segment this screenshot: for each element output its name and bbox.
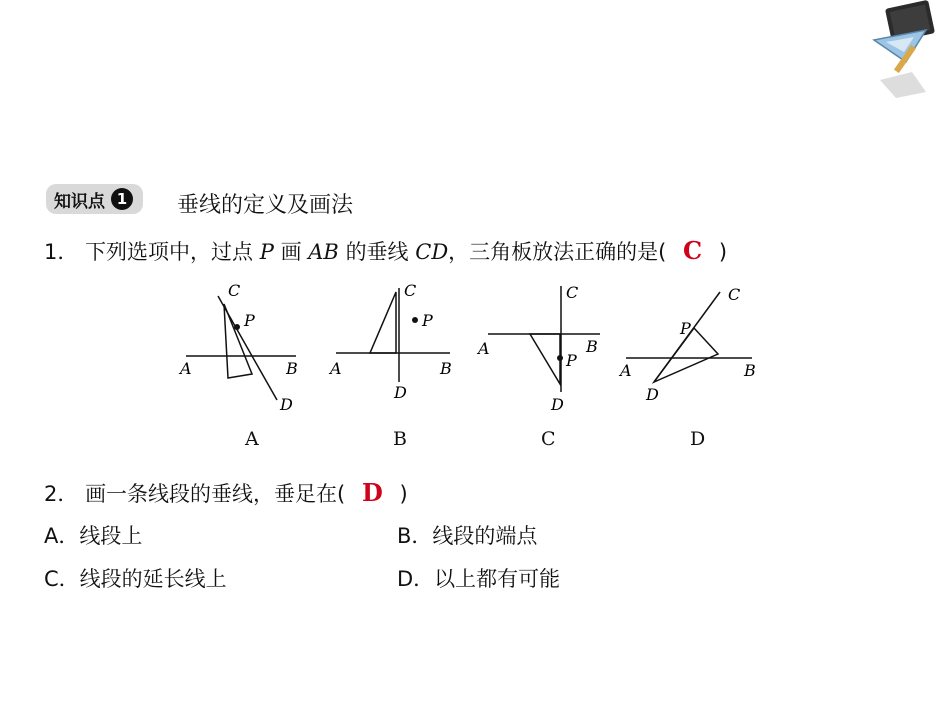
question-2: 2． 画一条线段的垂线，垂足在( D )	[44, 478, 408, 507]
q2-option-b: B．线段的端点	[397, 524, 538, 548]
q1-line-cd: CD	[415, 240, 449, 264]
fig-b-label-d: D	[394, 383, 407, 402]
option-letter: C	[44, 567, 59, 591]
fig-d-label-a: A	[620, 361, 632, 380]
figure-a-caption: A	[245, 428, 259, 450]
fig-c-label-p: P	[566, 351, 577, 370]
option-text: 线段的端点	[432, 524, 538, 548]
question-1: 1． 下列选项中，过点 P 画 AB 的垂线 CD，三角板放法正确的是( C )	[44, 236, 728, 265]
option-letter: D	[397, 567, 414, 591]
q2-answer: D	[361, 478, 383, 507]
figure-b	[326, 282, 461, 421]
fig-a-label-a: A	[180, 359, 192, 378]
fig-d-label-p: P	[680, 319, 691, 338]
option-text: 以上都有可能	[434, 567, 561, 591]
option-text: 线段的延长线上	[79, 567, 227, 591]
option-text: 线段上	[79, 524, 143, 548]
q1-text-mid2: 的垂线	[345, 240, 409, 264]
section-title: 垂线的定义及画法	[177, 193, 354, 218]
fig-a-label-p: P	[244, 311, 255, 330]
fig-c-label-a: A	[478, 339, 490, 358]
corner-logo	[866, 0, 946, 100]
fig-d-label-d: D	[646, 385, 659, 404]
q1-text-mid1: 画	[280, 240, 302, 264]
fig-a-label-b: B	[286, 359, 298, 378]
q2-text: 画一条线段的垂线，垂足在(	[85, 482, 346, 506]
option-letter: A	[44, 524, 59, 548]
figure-c-caption: C	[541, 428, 556, 450]
knowledge-point-badge	[46, 184, 143, 214]
fig-c-label-b: B	[586, 337, 598, 356]
fig-b-label-b: B	[440, 359, 452, 378]
fig-a-label-d: D	[280, 395, 293, 414]
fig-b-label-p: P	[422, 311, 433, 330]
badge-number: 1	[111, 188, 133, 210]
fig-c-label-d: D	[551, 395, 564, 414]
figure-d-caption: D	[690, 428, 706, 450]
fig-b-label-c: C	[404, 282, 417, 300]
badge-label: 知识点	[54, 191, 105, 212]
figure-d	[616, 282, 766, 421]
q1-answer: C	[683, 236, 703, 265]
fig-d-label-c: C	[728, 285, 741, 304]
figure-a	[176, 282, 306, 421]
q1-text-after: ，三角板放法正确的是(	[448, 240, 667, 264]
q1-text-before: 下列选项中，过点	[85, 240, 254, 264]
q1-line-ab: AB	[308, 240, 339, 264]
q2-option-c: C．线段的延长线上	[44, 567, 227, 591]
figure-b-caption: B	[393, 428, 407, 450]
q1-point: P	[259, 240, 274, 264]
q2-option-a: A．线段上	[44, 524, 143, 548]
fig-c-label-c: C	[566, 283, 579, 302]
q1-close: )	[718, 240, 728, 264]
q2-option-d: D．以上都有可能	[397, 567, 561, 591]
option-letter: B	[397, 524, 412, 548]
fig-a-label-c: C	[228, 282, 241, 300]
fig-d-label-b: B	[744, 361, 756, 380]
q2-number: 2	[44, 482, 58, 506]
q2-close: )	[399, 482, 408, 506]
fig-b-label-a: A	[330, 359, 342, 378]
figure-c	[476, 282, 611, 421]
q1-number: 1	[44, 240, 58, 264]
